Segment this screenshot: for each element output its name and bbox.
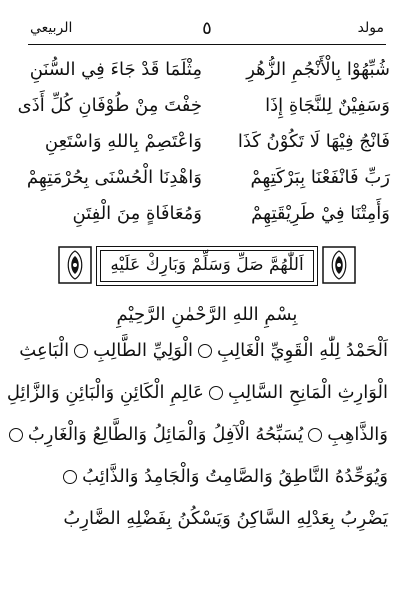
prose-segment: يُسَبِّحُهُ الْآفِلُ وَالْمَائِلُ وَالطَّالِعُ وَالْغَارِبُ (27, 424, 304, 445)
circle-separator-icon (63, 470, 77, 484)
verse-row (24, 127, 390, 163)
basmala: بِسْمِ اللهِ الرَّحْمٰنِ الرَّحِيْمِ (116, 304, 298, 325)
prose-line (26, 502, 388, 544)
verse-row (24, 199, 390, 235)
verse-first-hemistich: رَبِّ فَانْفَعْنَا بِبَرْكَتِهِمْ (250, 167, 390, 188)
page-number: ٥ (202, 18, 212, 39)
verse-first-hemistich: فَانْجُ فِيْهَا لَا تَكُوْنُ كَذَا (237, 131, 390, 152)
poem-verses (17, 55, 390, 235)
prose-line (26, 460, 388, 502)
salawat-banner (58, 246, 356, 286)
verse-first-hemistich: وَأَمِتْنَا فِيْ طَرِيْقَتِهِمْ (251, 203, 390, 224)
circle-separator-icon (198, 344, 212, 358)
header-right-label: مولد (357, 20, 384, 36)
verse-second-hemistich: خِفْتَ مِنْ طُوْفَانِ كُلِّ أَذَى (17, 95, 202, 116)
prose-line (19, 334, 388, 376)
prose-segment: عَالِمِ الْكَائِنِ وَالْبَائِنِ وَالزَّائِلِ (6, 382, 204, 403)
circle-separator-icon (74, 344, 88, 358)
header-rule-left (28, 44, 208, 45)
circle-separator-icon (209, 386, 223, 400)
verse-second-hemistich: وَاعْتَصِمْ بِاللهِ وَاسْتَعِنِ (44, 131, 202, 152)
verse-row (24, 163, 390, 199)
prose-segment: الْوَلِيِّ الطَّالِبِ (93, 340, 193, 361)
prose-line (6, 376, 388, 418)
prose-segment: يَضْرِبُ بِعَدْلِهِ السَّاكِنُ وَيَسْكُنُ بِفَضْلِهِ الضَّارِبُ (63, 508, 388, 529)
verse-first-hemistich: وَسَفِيْنٌ لِلنَّجَاةِ إِذَا (265, 95, 390, 116)
header-left-label: الربيعي (30, 20, 73, 36)
circle-separator-icon (9, 428, 23, 442)
prose-segment: وَالذَّاهِبِ (327, 424, 388, 445)
verse-first-hemistich: شُبِّهُوْا بِالْأَنْجُمِ الزُّهُرِ (246, 59, 390, 80)
verse-second-hemistich: وَمُعَافَاةٍ مِنَ الْفِتَنِ (72, 203, 202, 224)
circle-separator-icon (308, 428, 322, 442)
prose-segment: وَيُوَحِّدُهُ النَّاطِقُ وَالصَّامِتُ وَالْجَامِدُ وَالذَّائِبُ (82, 466, 388, 487)
verse-second-hemistich: مِثْلَمَا قَدْ جَاءَ فِي السُّنَنِ (29, 59, 202, 80)
prose-segment: الْبَاعِثِ (19, 340, 70, 361)
prose-body (6, 334, 388, 544)
verse-second-hemistich: وَاهْدِنَا الْحُسْنَى بِحُرْمَتِهِمْ (26, 167, 202, 188)
verse-row (17, 91, 390, 127)
ornament-left-icon (58, 246, 92, 284)
header-rule-right (196, 44, 386, 45)
prose-segment: اَلْحَمْدُ لِلّٰهِ الْقَوِيِّ الْغَالِبِ (216, 340, 388, 361)
page-header (28, 20, 386, 46)
banner-text: اَللّٰهُمَّ صَلِّ وَسَلِّمْ وَبَارِكْ عَلَيْهِ (110, 255, 304, 275)
prose-line (26, 418, 388, 460)
verse-row (24, 55, 390, 91)
prose-segment: الْوَارِثِ الْمَانِحِ السَّالِبِ (227, 382, 388, 403)
